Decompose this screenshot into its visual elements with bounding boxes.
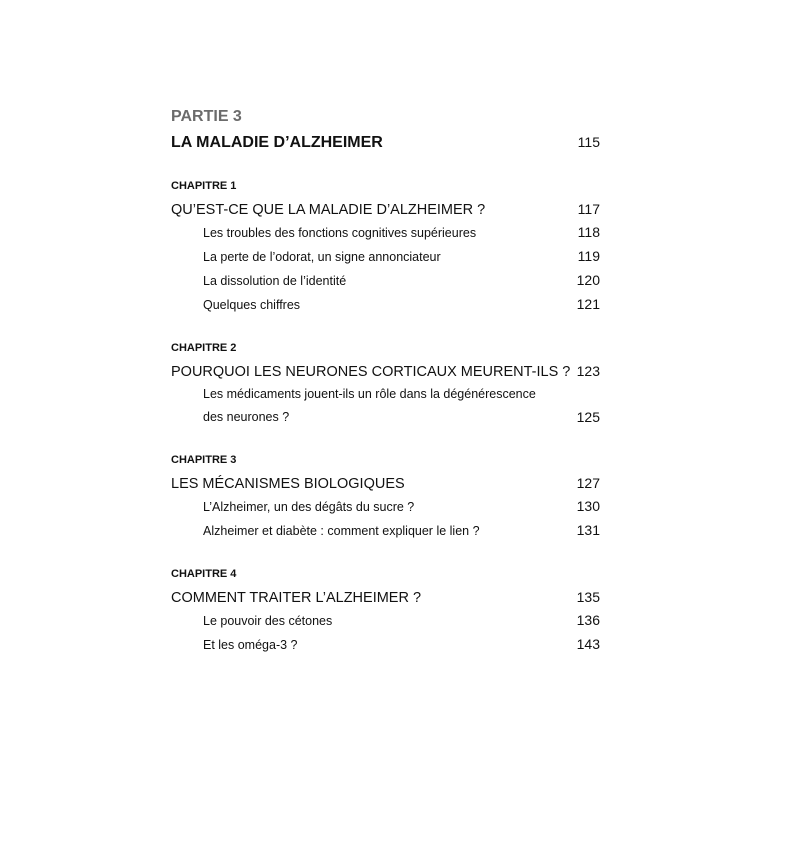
section-title: La dissolution de l’identité xyxy=(203,274,347,288)
section-page-number: 125 xyxy=(576,409,600,425)
section-page-number: 130 xyxy=(576,498,600,514)
section-row[interactable] xyxy=(171,245,600,269)
section-page-number: 120 xyxy=(576,272,600,288)
section-row[interactable] xyxy=(171,495,600,519)
part-label: PARTIE 3 xyxy=(171,108,242,125)
section-title: Le pouvoir des cétones xyxy=(203,614,333,628)
section-row[interactable] xyxy=(171,633,600,657)
chapter-page-number: 135 xyxy=(576,589,600,605)
section-row[interactable] xyxy=(171,221,600,245)
chapter-page-number: 127 xyxy=(576,475,600,491)
chapter-label: CHAPITRE 4 xyxy=(171,568,237,580)
chapter-title: QU’EST-CE QUE LA MALADIE D’ALZHEIMER ? xyxy=(171,202,486,218)
part-page-number: 115 xyxy=(577,134,600,150)
section-page-number: 131 xyxy=(576,522,600,538)
section-page-number: 143 xyxy=(576,636,600,652)
chapter-2 xyxy=(171,341,600,429)
chapter-label: CHAPITRE 2 xyxy=(171,342,237,354)
section-row[interactable] xyxy=(171,293,600,317)
chapter-title: LES MÉCANISMES BIOLOGIQUES xyxy=(171,476,405,492)
chapter-title: COMMENT TRAITER L’ALZHEIMER ? xyxy=(171,590,422,606)
section-page-number: 136 xyxy=(576,612,600,628)
section-page-number: 119 xyxy=(577,248,600,264)
chapter-4 xyxy=(171,567,600,657)
section-title: Alzheimer et diabète : comment expliquer le lien ? xyxy=(203,524,480,538)
chapter-label: CHAPITRE 1 xyxy=(171,180,237,192)
chapter-page-number: 123 xyxy=(576,363,600,379)
chapter-label: CHAPITRE 3 xyxy=(171,454,237,466)
chapter-title-row[interactable] xyxy=(171,360,600,383)
table-of-contents xyxy=(171,106,600,657)
chapter-1 xyxy=(171,179,600,317)
chapter-page-number: 117 xyxy=(577,201,600,217)
section-title: Les troubles des fonctions cognitives supérieures xyxy=(203,226,477,240)
part-title: LA MALADIE D’ALZHEIMER xyxy=(171,134,383,151)
chapter-title: POURQUOI LES NEURONES CORTICAUX MEURENT-ILS ? xyxy=(171,364,571,380)
section-row[interactable] xyxy=(171,269,600,293)
section-page-number: 121 xyxy=(576,296,600,312)
section-title: Et les oméga-3 ? xyxy=(203,638,298,652)
section-row[interactable] xyxy=(171,519,600,543)
section-page-number: 118 xyxy=(577,224,600,240)
section-title: La perte de l’odorat, un signe annonciateur xyxy=(203,250,441,264)
section-title: L’Alzheimer, un des dégâts du sucre ? xyxy=(203,500,415,514)
chapter-title-row[interactable] xyxy=(171,472,600,495)
chapter-title-row[interactable] xyxy=(171,198,600,221)
section-row[interactable] xyxy=(171,609,600,633)
section-title: Les médicaments jouent-ils un rôle dans la dégénérescence des neurones ? xyxy=(203,387,536,424)
chapter-title-row[interactable] xyxy=(171,586,600,609)
part-title-row[interactable] xyxy=(171,130,600,155)
chapter-3 xyxy=(171,453,600,543)
section-title: Quelques chiffres xyxy=(203,298,301,312)
section-row[interactable] xyxy=(171,383,600,429)
